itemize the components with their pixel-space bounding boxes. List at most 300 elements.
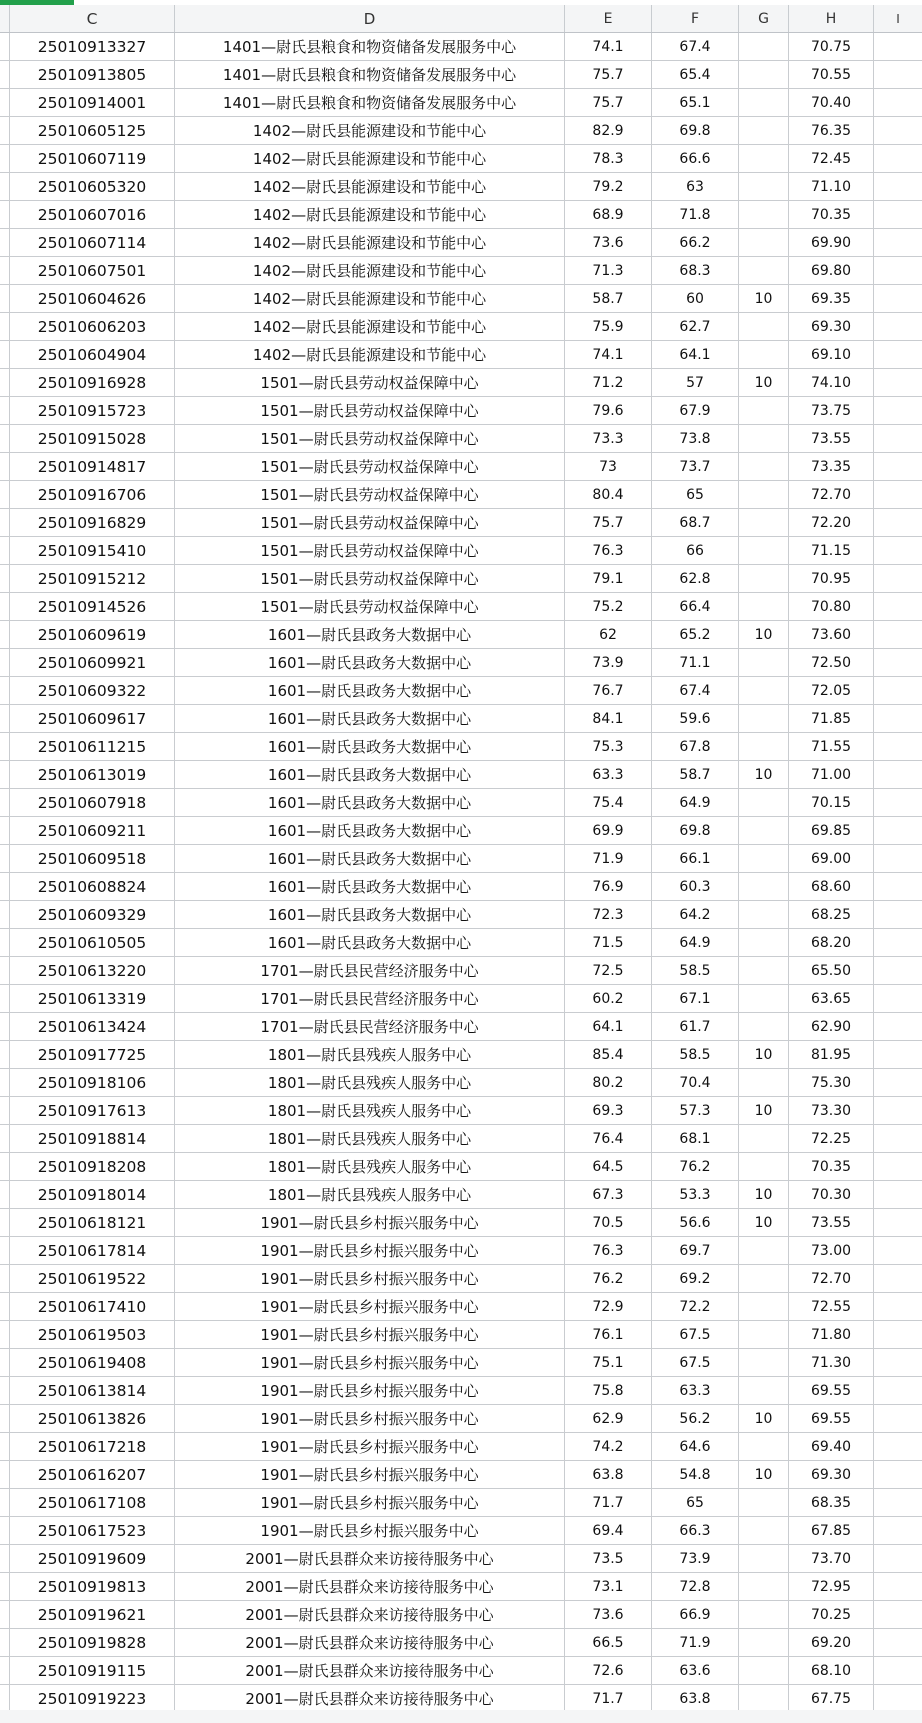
cell-score-f[interactable]: 72.8 [652, 1573, 739, 1600]
row-gutter-cell[interactable] [0, 1629, 10, 1656]
cell-position[interactable]: 1801—尉氏县残疾人服务中心 [175, 1125, 565, 1152]
cell-total-h[interactable]: 70.35 [789, 1153, 874, 1180]
cell-position[interactable]: 1601—尉氏县政务大数据中心 [175, 705, 565, 732]
row-gutter-cell[interactable] [0, 1265, 10, 1292]
cell-total-h[interactable]: 65.50 [789, 957, 874, 984]
cell-score-f[interactable]: 67.4 [652, 33, 739, 60]
cell-exam-number[interactable]: 25010917613 [10, 1097, 175, 1124]
cell-bonus-g[interactable] [739, 957, 789, 984]
cell-score-e[interactable]: 72.5 [565, 957, 652, 984]
cell-total-h[interactable]: 70.80 [789, 593, 874, 620]
cell-score-f[interactable]: 56.6 [652, 1209, 739, 1236]
cell-bonus-g[interactable] [739, 593, 789, 620]
cell-position[interactable]: 1402—尉氏县能源建设和节能中心 [175, 173, 565, 200]
cell-position[interactable]: 1701—尉氏县民营经济服务中心 [175, 985, 565, 1012]
cell-empty-i[interactable] [874, 873, 922, 900]
cell-total-h[interactable]: 72.20 [789, 509, 874, 536]
cell-empty-i[interactable] [874, 1237, 922, 1264]
cell-position[interactable]: 2001—尉氏县群众来访接待服务中心 [175, 1685, 565, 1712]
cell-position[interactable]: 1501—尉氏县劳动权益保障中心 [175, 509, 565, 536]
cell-score-f[interactable]: 69.8 [652, 117, 739, 144]
cell-bonus-g[interactable] [739, 817, 789, 844]
cell-total-h[interactable]: 69.00 [789, 845, 874, 872]
cell-score-e[interactable]: 73.3 [565, 425, 652, 452]
cell-bonus-g[interactable] [739, 705, 789, 732]
row-gutter-cell[interactable] [0, 61, 10, 88]
row-gutter-cell[interactable] [0, 761, 10, 788]
cell-position[interactable]: 1701—尉氏县民营经济服务中心 [175, 957, 565, 984]
cell-exam-number[interactable]: 25010919115 [10, 1657, 175, 1684]
cell-position[interactable]: 1402—尉氏县能源建设和节能中心 [175, 341, 565, 368]
cell-position[interactable]: 1901—尉氏县乡村振兴服务中心 [175, 1489, 565, 1516]
cell-bonus-g[interactable] [739, 145, 789, 172]
cell-score-e[interactable]: 73 [565, 453, 652, 480]
cell-score-e[interactable]: 75.7 [565, 61, 652, 88]
cell-empty-i[interactable] [874, 1349, 922, 1376]
cell-exam-number[interactable]: 25010916928 [10, 369, 175, 396]
cell-empty-i[interactable] [874, 397, 922, 424]
cell-score-e[interactable]: 76.3 [565, 537, 652, 564]
cell-exam-number[interactable]: 25010604904 [10, 341, 175, 368]
cell-empty-i[interactable] [874, 1461, 922, 1488]
cell-total-h[interactable]: 71.15 [789, 537, 874, 564]
cell-exam-number[interactable]: 25010604626 [10, 285, 175, 312]
cell-bonus-g[interactable] [739, 1013, 789, 1040]
cell-position[interactable]: 1501—尉氏县劳动权益保障中心 [175, 593, 565, 620]
cell-score-e[interactable]: 73.9 [565, 649, 652, 676]
cell-score-e[interactable]: 64.5 [565, 1153, 652, 1180]
cell-score-e[interactable]: 63.3 [565, 761, 652, 788]
cell-empty-i[interactable] [874, 509, 922, 536]
cell-position[interactable]: 1402—尉氏县能源建设和节能中心 [175, 117, 565, 144]
cell-total-h[interactable]: 73.60 [789, 621, 874, 648]
cell-exam-number[interactable]: 25010613814 [10, 1377, 175, 1404]
cell-score-e[interactable]: 62.9 [565, 1405, 652, 1432]
row-gutter-cell[interactable] [0, 425, 10, 452]
cell-empty-i[interactable] [874, 761, 922, 788]
cell-exam-number[interactable]: 25010619503 [10, 1321, 175, 1348]
cell-position[interactable]: 1801—尉氏县残疾人服务中心 [175, 1097, 565, 1124]
cell-empty-i[interactable] [874, 173, 922, 200]
row-gutter-cell[interactable] [0, 1013, 10, 1040]
cell-empty-i[interactable] [874, 61, 922, 88]
cell-position[interactable]: 1601—尉氏县政务大数据中心 [175, 761, 565, 788]
cell-bonus-g[interactable] [739, 1125, 789, 1152]
cell-score-e[interactable]: 74.1 [565, 33, 652, 60]
cell-score-f[interactable]: 72.2 [652, 1293, 739, 1320]
cell-exam-number[interactable]: 25010919828 [10, 1629, 175, 1656]
cell-score-f[interactable]: 65.4 [652, 61, 739, 88]
cell-empty-i[interactable] [874, 789, 922, 816]
cell-score-f[interactable]: 57 [652, 369, 739, 396]
cell-empty-i[interactable] [874, 229, 922, 256]
row-gutter-cell[interactable] [0, 1293, 10, 1320]
cell-empty-i[interactable] [874, 201, 922, 228]
row-gutter-cell[interactable] [0, 873, 10, 900]
cell-empty-i[interactable] [874, 705, 922, 732]
cell-score-f[interactable]: 71.8 [652, 201, 739, 228]
cell-score-e[interactable]: 62 [565, 621, 652, 648]
cell-score-f[interactable]: 68.3 [652, 257, 739, 284]
cell-total-h[interactable]: 62.90 [789, 1013, 874, 1040]
cell-total-h[interactable]: 70.40 [789, 89, 874, 116]
cell-exam-number[interactable]: 25010915410 [10, 537, 175, 564]
cell-score-f[interactable]: 60 [652, 285, 739, 312]
cell-position[interactable]: 2001—尉氏县群众来访接待服务中心 [175, 1601, 565, 1628]
cell-total-h[interactable]: 70.30 [789, 1181, 874, 1208]
cell-position[interactable]: 1601—尉氏县政务大数据中心 [175, 845, 565, 872]
cell-empty-i[interactable] [874, 425, 922, 452]
cell-empty-i[interactable] [874, 1041, 922, 1068]
cell-exam-number[interactable]: 25010619408 [10, 1349, 175, 1376]
row-gutter-cell[interactable] [0, 1433, 10, 1460]
row-gutter-cell[interactable] [0, 201, 10, 228]
cell-total-h[interactable]: 70.55 [789, 61, 874, 88]
cell-empty-i[interactable] [874, 1265, 922, 1292]
row-gutter-cell[interactable] [0, 1041, 10, 1068]
cell-score-f[interactable]: 66.1 [652, 845, 739, 872]
cell-score-f[interactable]: 62.7 [652, 313, 739, 340]
select-all-corner[interactable] [0, 5, 10, 32]
cell-empty-i[interactable] [874, 33, 922, 60]
cell-total-h[interactable]: 70.35 [789, 201, 874, 228]
cell-score-f[interactable]: 70.4 [652, 1069, 739, 1096]
cell-exam-number[interactable]: 25010914817 [10, 453, 175, 480]
cell-exam-number[interactable]: 25010914526 [10, 593, 175, 620]
cell-score-f[interactable]: 66.2 [652, 229, 739, 256]
cell-empty-i[interactable] [874, 89, 922, 116]
cell-bonus-g[interactable]: 10 [739, 1041, 789, 1068]
cell-score-f[interactable]: 65 [652, 1489, 739, 1516]
cell-position[interactable]: 1401—尉氏县粮食和物资储备发展服务中心 [175, 61, 565, 88]
cell-score-e[interactable]: 71.5 [565, 929, 652, 956]
cell-total-h[interactable]: 69.10 [789, 341, 874, 368]
cell-empty-i[interactable] [874, 1601, 922, 1628]
cell-score-e[interactable]: 79.1 [565, 565, 652, 592]
row-gutter-cell[interactable] [0, 1461, 10, 1488]
cell-position[interactable]: 1402—尉氏县能源建设和节能中心 [175, 257, 565, 284]
cell-score-f[interactable]: 56.2 [652, 1405, 739, 1432]
cell-bonus-g[interactable] [739, 789, 789, 816]
cell-total-h[interactable]: 68.20 [789, 929, 874, 956]
cell-total-h[interactable]: 68.25 [789, 901, 874, 928]
cell-total-h[interactable]: 71.80 [789, 1321, 874, 1348]
cell-empty-i[interactable] [874, 285, 922, 312]
cell-total-h[interactable]: 69.55 [789, 1377, 874, 1404]
cell-position[interactable]: 1601—尉氏县政务大数据中心 [175, 733, 565, 760]
cell-bonus-g[interactable]: 10 [739, 621, 789, 648]
row-gutter-cell[interactable] [0, 901, 10, 928]
cell-score-e[interactable]: 75.2 [565, 593, 652, 620]
cell-exam-number[interactable]: 25010918208 [10, 1153, 175, 1180]
cell-score-e[interactable]: 76.9 [565, 873, 652, 900]
cell-score-e[interactable]: 70.5 [565, 1209, 652, 1236]
cell-empty-i[interactable] [874, 901, 922, 928]
row-gutter-cell[interactable] [0, 173, 10, 200]
row-gutter-cell[interactable] [0, 1181, 10, 1208]
cell-total-h[interactable]: 69.30 [789, 1461, 874, 1488]
cell-total-h[interactable]: 69.35 [789, 285, 874, 312]
cell-exam-number[interactable]: 25010616207 [10, 1461, 175, 1488]
cell-exam-number[interactable]: 25010913805 [10, 61, 175, 88]
cell-exam-number[interactable]: 25010609617 [10, 705, 175, 732]
cell-score-e[interactable]: 73.6 [565, 1601, 652, 1628]
cell-position[interactable]: 1601—尉氏县政务大数据中心 [175, 789, 565, 816]
cell-exam-number[interactable]: 25010607501 [10, 257, 175, 284]
cell-empty-i[interactable] [874, 1125, 922, 1152]
cell-empty-i[interactable] [874, 313, 922, 340]
cell-empty-i[interactable] [874, 1489, 922, 1516]
cell-position[interactable]: 1501—尉氏县劳动权益保障中心 [175, 453, 565, 480]
cell-empty-i[interactable] [874, 1573, 922, 1600]
cell-exam-number[interactable]: 25010613220 [10, 957, 175, 984]
row-gutter-cell[interactable] [0, 537, 10, 564]
cell-empty-i[interactable] [874, 1629, 922, 1656]
row-gutter-cell[interactable] [0, 1405, 10, 1432]
cell-bonus-g[interactable] [739, 313, 789, 340]
row-gutter-cell[interactable] [0, 509, 10, 536]
cell-score-f[interactable]: 64.6 [652, 1433, 739, 1460]
cell-total-h[interactable]: 73.55 [789, 1209, 874, 1236]
cell-empty-i[interactable] [874, 845, 922, 872]
row-gutter-cell[interactable] [0, 1601, 10, 1628]
cell-bonus-g[interactable] [739, 481, 789, 508]
cell-empty-i[interactable] [874, 677, 922, 704]
cell-position[interactable]: 1901—尉氏县乡村振兴服务中心 [175, 1349, 565, 1376]
cell-bonus-g[interactable] [739, 173, 789, 200]
cell-bonus-g[interactable]: 10 [739, 369, 789, 396]
row-gutter-cell[interactable] [0, 1321, 10, 1348]
cell-score-e[interactable]: 80.2 [565, 1069, 652, 1096]
row-gutter-cell[interactable] [0, 1489, 10, 1516]
cell-bonus-g[interactable] [739, 1069, 789, 1096]
cell-score-e[interactable]: 69.3 [565, 1097, 652, 1124]
cell-bonus-g[interactable] [739, 229, 789, 256]
cell-score-f[interactable]: 69.8 [652, 817, 739, 844]
cell-exam-number[interactable]: 25010917725 [10, 1041, 175, 1068]
cell-score-f[interactable]: 65 [652, 481, 739, 508]
cell-score-f[interactable]: 76.2 [652, 1153, 739, 1180]
cell-score-f[interactable]: 66 [652, 537, 739, 564]
cell-exam-number[interactable]: 25010609322 [10, 677, 175, 704]
cell-score-f[interactable]: 63.3 [652, 1377, 739, 1404]
cell-bonus-g[interactable] [739, 509, 789, 536]
cell-exam-number[interactable]: 25010919223 [10, 1685, 175, 1712]
cell-empty-i[interactable] [874, 817, 922, 844]
row-gutter-cell[interactable] [0, 985, 10, 1012]
cell-empty-i[interactable] [874, 145, 922, 172]
cell-score-e[interactable]: 75.8 [565, 1377, 652, 1404]
row-gutter-cell[interactable] [0, 1685, 10, 1712]
cell-bonus-g[interactable] [739, 1657, 789, 1684]
cell-score-f[interactable]: 59.6 [652, 705, 739, 732]
cell-position[interactable]: 1801—尉氏县残疾人服务中心 [175, 1069, 565, 1096]
cell-position[interactable]: 1801—尉氏县残疾人服务中心 [175, 1153, 565, 1180]
cell-position[interactable]: 1501—尉氏县劳动权益保障中心 [175, 537, 565, 564]
cell-score-e[interactable]: 69.9 [565, 817, 652, 844]
cell-exam-number[interactable]: 25010915723 [10, 397, 175, 424]
cell-score-f[interactable]: 67.1 [652, 985, 739, 1012]
cell-bonus-g[interactable] [739, 117, 789, 144]
row-gutter-cell[interactable] [0, 453, 10, 480]
row-gutter-cell[interactable] [0, 397, 10, 424]
row-gutter-cell[interactable] [0, 89, 10, 116]
cell-exam-number[interactable]: 25010609329 [10, 901, 175, 928]
cell-total-h[interactable]: 71.00 [789, 761, 874, 788]
row-gutter-cell[interactable] [0, 257, 10, 284]
column-header-e[interactable]: E [565, 5, 652, 32]
cell-position[interactable]: 1901—尉氏县乡村振兴服务中心 [175, 1517, 565, 1544]
cell-exam-number[interactable]: 25010613319 [10, 985, 175, 1012]
cell-total-h[interactable]: 69.30 [789, 313, 874, 340]
cell-total-h[interactable]: 74.10 [789, 369, 874, 396]
cell-total-h[interactable]: 73.35 [789, 453, 874, 480]
cell-score-f[interactable]: 64.2 [652, 901, 739, 928]
cell-exam-number[interactable]: 25010918106 [10, 1069, 175, 1096]
cell-bonus-g[interactable] [739, 453, 789, 480]
cell-score-f[interactable]: 58.5 [652, 1041, 739, 1068]
cell-position[interactable]: 1801—尉氏县残疾人服务中心 [175, 1041, 565, 1068]
cell-bonus-g[interactable] [739, 537, 789, 564]
row-gutter-cell[interactable] [0, 1153, 10, 1180]
cell-total-h[interactable]: 69.85 [789, 817, 874, 844]
cell-score-e[interactable]: 76.4 [565, 1125, 652, 1152]
row-gutter-cell[interactable] [0, 341, 10, 368]
cell-position[interactable]: 1901—尉氏县乡村振兴服务中心 [175, 1237, 565, 1264]
cell-total-h[interactable]: 68.60 [789, 873, 874, 900]
row-gutter-cell[interactable] [0, 705, 10, 732]
cell-total-h[interactable]: 71.55 [789, 733, 874, 760]
cell-exam-number[interactable]: 25010605320 [10, 173, 175, 200]
cell-score-e[interactable]: 73.5 [565, 1545, 652, 1572]
cell-total-h[interactable]: 69.90 [789, 229, 874, 256]
cell-position[interactable]: 1801—尉氏县残疾人服务中心 [175, 1181, 565, 1208]
cell-score-e[interactable]: 64.1 [565, 1013, 652, 1040]
cell-total-h[interactable]: 72.70 [789, 1265, 874, 1292]
cell-position[interactable]: 2001—尉氏县群众来访接待服务中心 [175, 1629, 565, 1656]
column-header-i[interactable]: I [896, 11, 900, 26]
cell-empty-i[interactable] [874, 117, 922, 144]
cell-score-e[interactable]: 75.3 [565, 733, 652, 760]
cell-position[interactable]: 1601—尉氏县政务大数据中心 [175, 929, 565, 956]
cell-empty-i[interactable] [874, 1377, 922, 1404]
cell-bonus-g[interactable]: 10 [739, 285, 789, 312]
cell-score-f[interactable]: 69.7 [652, 1237, 739, 1264]
cell-position[interactable]: 2001—尉氏县群众来访接待服务中心 [175, 1657, 565, 1684]
cell-total-h[interactable]: 71.85 [789, 705, 874, 732]
cell-score-f[interactable]: 66.3 [652, 1517, 739, 1544]
cell-score-e[interactable]: 71.2 [565, 369, 652, 396]
cell-empty-i[interactable] [874, 985, 922, 1012]
cell-position[interactable]: 1601—尉氏县政务大数据中心 [175, 901, 565, 928]
cell-empty-i[interactable] [874, 733, 922, 760]
column-header-h[interactable]: H [789, 5, 874, 32]
cell-score-f[interactable]: 63.6 [652, 1657, 739, 1684]
cell-total-h[interactable]: 81.95 [789, 1041, 874, 1068]
row-gutter-cell[interactable] [0, 1237, 10, 1264]
cell-score-f[interactable]: 73.8 [652, 425, 739, 452]
cell-score-e[interactable]: 60.2 [565, 985, 652, 1012]
cell-total-h[interactable]: 72.70 [789, 481, 874, 508]
cell-exam-number[interactable]: 25010916829 [10, 509, 175, 536]
cell-total-h[interactable]: 69.80 [789, 257, 874, 284]
cell-score-f[interactable]: 68.7 [652, 509, 739, 536]
cell-bonus-g[interactable] [739, 61, 789, 88]
row-gutter-cell[interactable] [0, 1097, 10, 1124]
cell-empty-i[interactable] [874, 1153, 922, 1180]
cell-total-h[interactable]: 68.10 [789, 1657, 874, 1684]
cell-score-e[interactable]: 75.1 [565, 1349, 652, 1376]
cell-exam-number[interactable]: 25010609211 [10, 817, 175, 844]
cell-position[interactable]: 1402—尉氏县能源建设和节能中心 [175, 145, 565, 172]
row-gutter-cell[interactable] [0, 1209, 10, 1236]
cell-total-h[interactable]: 70.25 [789, 1601, 874, 1628]
cell-bonus-g[interactable] [739, 1377, 789, 1404]
cell-exam-number[interactable]: 25010607114 [10, 229, 175, 256]
cell-score-e[interactable]: 84.1 [565, 705, 652, 732]
cell-bonus-g[interactable]: 10 [739, 1209, 789, 1236]
cell-bonus-g[interactable] [739, 873, 789, 900]
cell-bonus-g[interactable] [739, 89, 789, 116]
cell-score-f[interactable]: 57.3 [652, 1097, 739, 1124]
cell-total-h[interactable]: 67.75 [789, 1685, 874, 1712]
cell-bonus-g[interactable] [739, 845, 789, 872]
cell-position[interactable]: 1501—尉氏县劳动权益保障中心 [175, 369, 565, 396]
cell-position[interactable]: 1601—尉氏县政务大数据中心 [175, 649, 565, 676]
cell-empty-i[interactable] [874, 1013, 922, 1040]
cell-exam-number[interactable]: 25010617814 [10, 1237, 175, 1264]
cell-empty-i[interactable] [874, 1405, 922, 1432]
cell-empty-i[interactable] [874, 1545, 922, 1572]
row-gutter-cell[interactable] [0, 649, 10, 676]
cell-position[interactable]: 1901—尉氏县乡村振兴服务中心 [175, 1321, 565, 1348]
cell-empty-i[interactable] [874, 1657, 922, 1684]
cell-bonus-g[interactable] [739, 1629, 789, 1656]
cell-position[interactable]: 1901—尉氏县乡村振兴服务中心 [175, 1461, 565, 1488]
cell-bonus-g[interactable] [739, 1685, 789, 1712]
cell-exam-number[interactable]: 25010610505 [10, 929, 175, 956]
cell-exam-number[interactable]: 25010613826 [10, 1405, 175, 1432]
row-gutter-cell[interactable] [0, 1545, 10, 1572]
cell-position[interactable]: 1402—尉氏县能源建设和节能中心 [175, 229, 565, 256]
cell-score-e[interactable]: 73.1 [565, 1573, 652, 1600]
cell-total-h[interactable]: 69.40 [789, 1433, 874, 1460]
cell-position[interactable]: 1901—尉氏县乡村振兴服务中心 [175, 1377, 565, 1404]
cell-score-e[interactable]: 66.5 [565, 1629, 652, 1656]
cell-bonus-g[interactable] [739, 341, 789, 368]
row-gutter-cell[interactable] [0, 593, 10, 620]
cell-bonus-g[interactable] [739, 565, 789, 592]
cell-exam-number[interactable]: 25010918014 [10, 1181, 175, 1208]
cell-exam-number[interactable]: 25010918814 [10, 1125, 175, 1152]
cell-total-h[interactable]: 73.75 [789, 397, 874, 424]
cell-score-f[interactable]: 64.9 [652, 789, 739, 816]
cell-empty-i[interactable] [874, 929, 922, 956]
cell-bonus-g[interactable] [739, 1433, 789, 1460]
cell-total-h[interactable]: 70.15 [789, 789, 874, 816]
cell-position[interactable]: 1601—尉氏县政务大数据中心 [175, 817, 565, 844]
cell-score-e[interactable]: 72.9 [565, 1293, 652, 1320]
row-gutter-cell[interactable] [0, 1657, 10, 1684]
cell-bonus-g[interactable] [739, 1321, 789, 1348]
cell-score-f[interactable]: 67.9 [652, 397, 739, 424]
cell-position[interactable]: 1701—尉氏县民营经济服务中心 [175, 1013, 565, 1040]
cell-empty-i[interactable] [874, 593, 922, 620]
cell-position[interactable]: 2001—尉氏县群众来访接待服务中心 [175, 1573, 565, 1600]
cell-exam-number[interactable]: 25010606203 [10, 313, 175, 340]
cell-score-f[interactable]: 60.3 [652, 873, 739, 900]
cell-bonus-g[interactable] [739, 1489, 789, 1516]
